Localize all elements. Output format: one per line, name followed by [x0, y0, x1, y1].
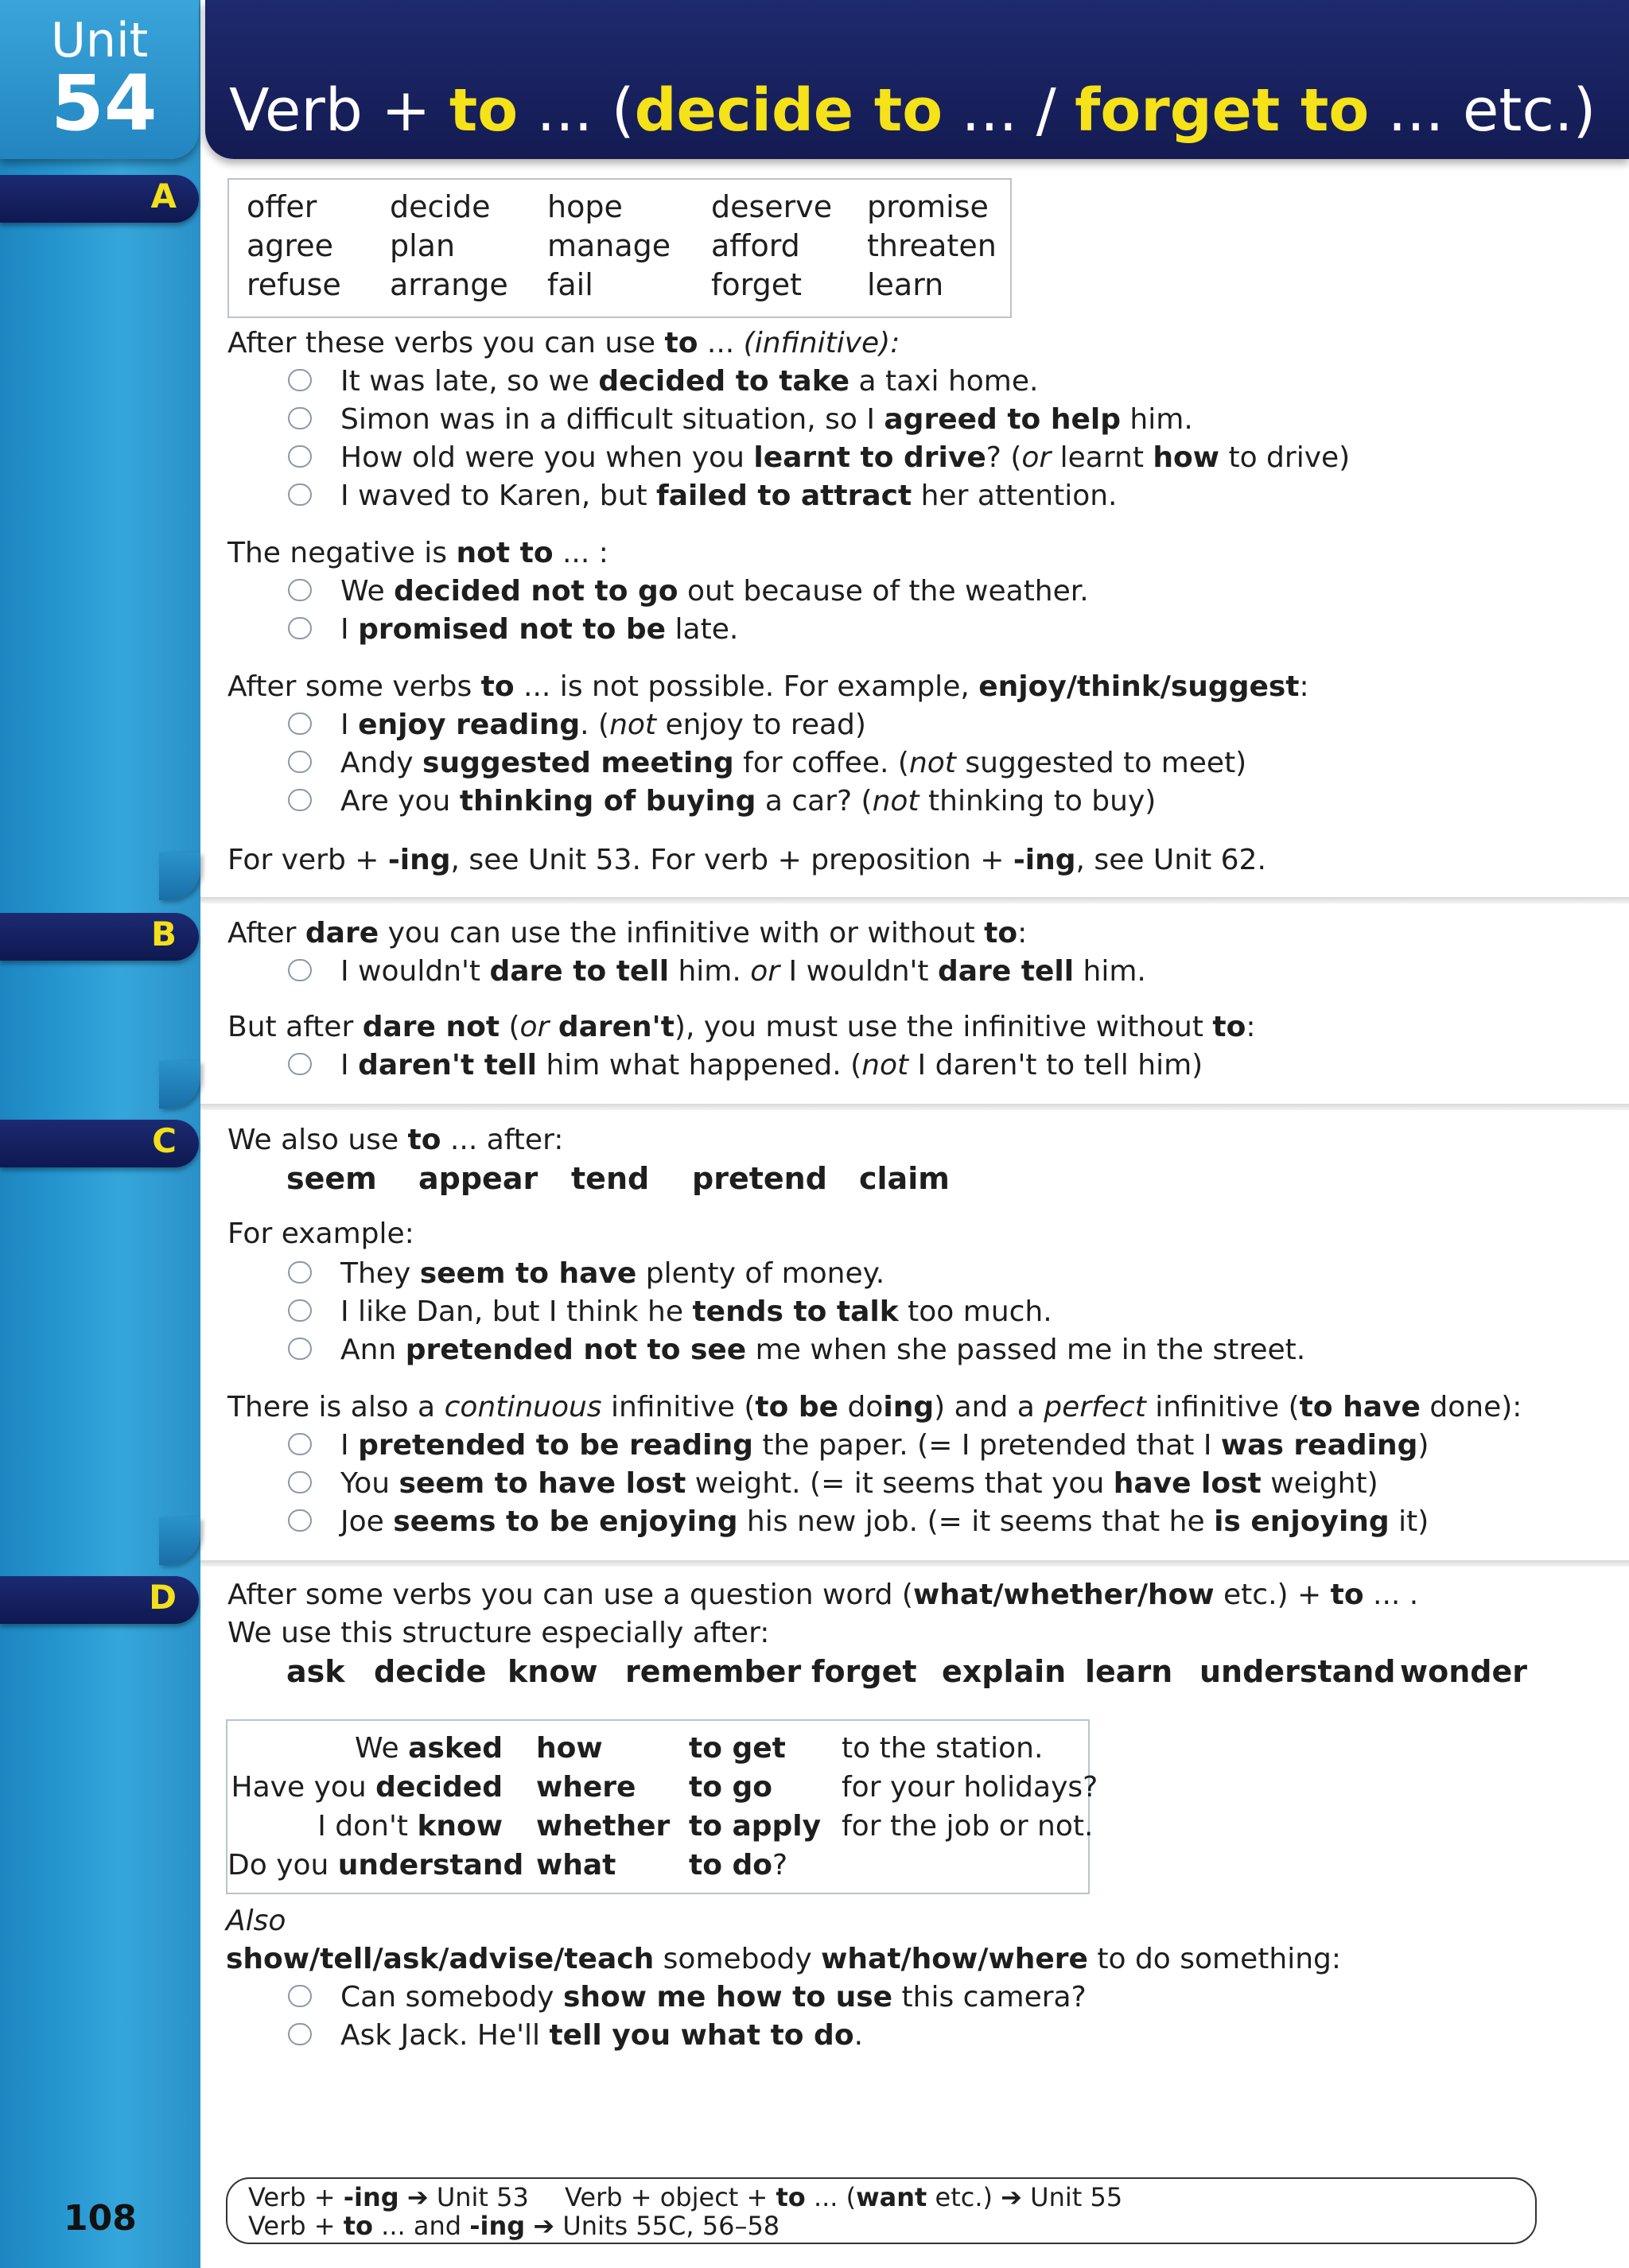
- example-line: I like Dan, but I think he tends to talk too much.: [340, 1295, 1052, 1328]
- bullet-icon: [288, 445, 312, 468]
- bullet-icon: [288, 789, 312, 811]
- section-b-intro: After dare you can use the infinitive with or without to:: [227, 917, 1028, 950]
- bullet-icon: [288, 1338, 312, 1360]
- bullet-icon: [288, 579, 312, 601]
- table-cell: to apply: [689, 1810, 822, 1843]
- example-line: I daren't tell him what happened. (not I daren't to tell him): [340, 1049, 1203, 1082]
- verb-word: refuse: [247, 267, 341, 302]
- also-label: Also: [226, 1905, 286, 1937]
- for-example-label: For example:: [227, 1217, 414, 1250]
- example-line: I pretended to be reading the paper. (= I pretended that I was reading): [340, 1429, 1429, 1462]
- table-cell: whether: [536, 1810, 671, 1843]
- verb-keyword: remember: [625, 1654, 802, 1689]
- verb-word: plan: [390, 228, 456, 263]
- example-line: Andy suggested meeting for coffee. (not suggested to meet): [340, 747, 1247, 779]
- verb-word: agree: [247, 228, 333, 263]
- verb-word: fail: [547, 267, 593, 302]
- bullet-icon: [288, 369, 312, 391]
- also-rule: show/tell/ask/advise/teach somebody what/how/where to do something:: [226, 1943, 1341, 1975]
- see-also-note: For verb + -ing, see Unit 53. For verb + preposition + -ing, see Unit 62.: [227, 844, 1266, 876]
- table-cell: how: [536, 1732, 603, 1765]
- verb-keyword: explain: [942, 1654, 1067, 1689]
- verb-word: decide: [390, 189, 491, 224]
- verb-keyword: claim: [859, 1161, 950, 1196]
- verb-keyword: forget: [811, 1654, 917, 1689]
- example-line: They seem to have plenty of money.: [340, 1257, 885, 1290]
- example-line: I wouldn't dare to tell him. or I wouldn't dare tell him.: [340, 955, 1146, 988]
- bullet-icon: [288, 407, 312, 429]
- example-line: Joe seems to be enjoying his new job. (= it seems that he is enjoying it): [340, 1505, 1429, 1538]
- table-cell: where: [536, 1771, 636, 1804]
- bullet-icon: [288, 959, 312, 981]
- cross-reference-box: [226, 2177, 1537, 2244]
- section-tab-a: A: [0, 175, 199, 223]
- table-cell: We asked: [355, 1732, 503, 1765]
- section-d-intro-2: We use this structure especially after:: [227, 1617, 770, 1649]
- cross-reference-link[interactable]: Verb + to ... and -ing ➔ Units 55C, 56–58: [248, 2211, 780, 2241]
- cross-reference-link[interactable]: Verb + object + to ... (want etc.) ➔ Unit 55: [565, 2182, 1123, 2212]
- table-cell: to the station.: [842, 1732, 1044, 1765]
- example-line: Can somebody show me how to use this camera?: [340, 1981, 1087, 2014]
- section-divider: [200, 1104, 1629, 1110]
- bullet-icon: [288, 1985, 312, 2007]
- bullet-icon: [288, 1299, 312, 1322]
- verb-box-a: [227, 178, 1012, 318]
- table-cell: Have you decided: [231, 1771, 503, 1804]
- unit-tab: [0, 0, 199, 159]
- section-a-intro: After these verbs you can use to ... (infinitive):: [227, 327, 900, 359]
- bullet-icon: [288, 1471, 312, 1493]
- table-cell: for your holidays?: [842, 1771, 1098, 1804]
- section-d-intro: After some verbs you can use a question word (what/whether/how etc.) + to ... .: [227, 1579, 1419, 1611]
- table-cell: I don't know: [317, 1810, 503, 1843]
- unit-label: Unit: [51, 13, 149, 68]
- table-cell: Do you understand: [227, 1849, 524, 1882]
- verb-word: afford: [711, 228, 800, 263]
- bullet-icon: [288, 751, 312, 773]
- section-divider: [200, 897, 1629, 903]
- section-tab-d: D: [0, 1576, 199, 1624]
- example-line: Are you thinking of buying a car? (not thinking to buy): [340, 785, 1157, 817]
- verb-word: learn: [867, 267, 944, 302]
- example-line: I enjoy reading. (not enjoy to read): [340, 709, 866, 741]
- example-line: How old were you when you learnt to drive? (or learnt how to drive): [340, 441, 1351, 474]
- section-divider: [200, 1560, 1629, 1567]
- continuous-perfect-rule: There is also a continuous infinitive (to be doing) and a perfect infinitive (to have done):: [227, 1391, 1522, 1423]
- example-line: You seem to have lost weight. (= it seems that you have lost weight): [340, 1467, 1378, 1500]
- bullet-icon: [288, 484, 312, 506]
- cross-reference-link[interactable]: Verb + -ing ➔ Unit 53: [248, 2182, 529, 2212]
- bullet-icon: [288, 1261, 312, 1284]
- bullet-icon: [288, 1509, 312, 1532]
- verb-keyword: tend: [571, 1161, 650, 1196]
- section-tab-c: C: [0, 1120, 199, 1167]
- verb-word: hope: [547, 189, 623, 224]
- verb-keyword: understand: [1199, 1654, 1396, 1689]
- bullet-icon: [288, 2023, 312, 2045]
- table-cell: to get: [689, 1732, 786, 1765]
- example-line: It was late, so we decided to take a taxi home.: [340, 365, 1039, 398]
- question-word-table: [226, 1719, 1098, 1894]
- bullet-icon: [288, 1433, 312, 1455]
- verb-keyword: decide: [374, 1654, 487, 1689]
- verb-word: manage: [547, 228, 671, 263]
- bullet-icon: [288, 1053, 312, 1075]
- negative-rule: The negative is not to ... :: [227, 537, 608, 569]
- dare-not-rule: But after dare not (or daren't), you must use the infinitive without to:: [227, 1011, 1256, 1043]
- example-line: I waved to Karen, but failed to attract her attention.: [340, 480, 1118, 512]
- page-number: 108: [64, 2198, 137, 2239]
- bullet-icon: [288, 713, 312, 735]
- unit-number: 54: [51, 59, 157, 148]
- table-cell: to do?: [689, 1849, 788, 1882]
- section-tab-b: B: [0, 913, 199, 961]
- verb-keyword: learn: [1085, 1654, 1173, 1689]
- bullet-icon: [288, 617, 312, 639]
- example-line: Ann pretended not to see me when she passed me in the street.: [340, 1334, 1306, 1366]
- verb-word: threaten: [867, 228, 997, 263]
- table-cell: what: [536, 1849, 616, 1882]
- table-cell: to go: [689, 1771, 772, 1804]
- verb-word: deserve: [711, 189, 833, 224]
- page-title: Verb + to ... (decide to ... / forget to ... etc.): [229, 76, 1596, 145]
- verb-keyword: know: [507, 1654, 598, 1689]
- verb-word: forget: [711, 267, 802, 302]
- verb-word: promise: [867, 189, 989, 224]
- verb-keyword: pretend: [692, 1161, 827, 1196]
- verb-keyword: appear: [418, 1161, 538, 1196]
- example-line: I promised not to be late.: [340, 613, 739, 646]
- section-c-intro: We also use to ... after:: [227, 1124, 564, 1156]
- example-line: We decided not to go out because of the weather.: [340, 575, 1089, 608]
- verb-word: offer: [247, 189, 317, 224]
- verb-word: arrange: [390, 267, 508, 302]
- example-line: Ask Jack. He'll tell you what to do.: [340, 2019, 864, 2052]
- example-line: Simon was in a difficult situation, so I agreed to help him.: [340, 403, 1193, 436]
- verb-keyword: wonder: [1400, 1654, 1527, 1689]
- verb-keyword: ask: [286, 1654, 345, 1689]
- verb-keyword: seem: [286, 1161, 377, 1196]
- table-cell: for the job or not.: [842, 1810, 1094, 1843]
- not-possible-rule: After some verbs to ... is not possible. For example, enjoy/think/suggest:: [227, 670, 1309, 703]
